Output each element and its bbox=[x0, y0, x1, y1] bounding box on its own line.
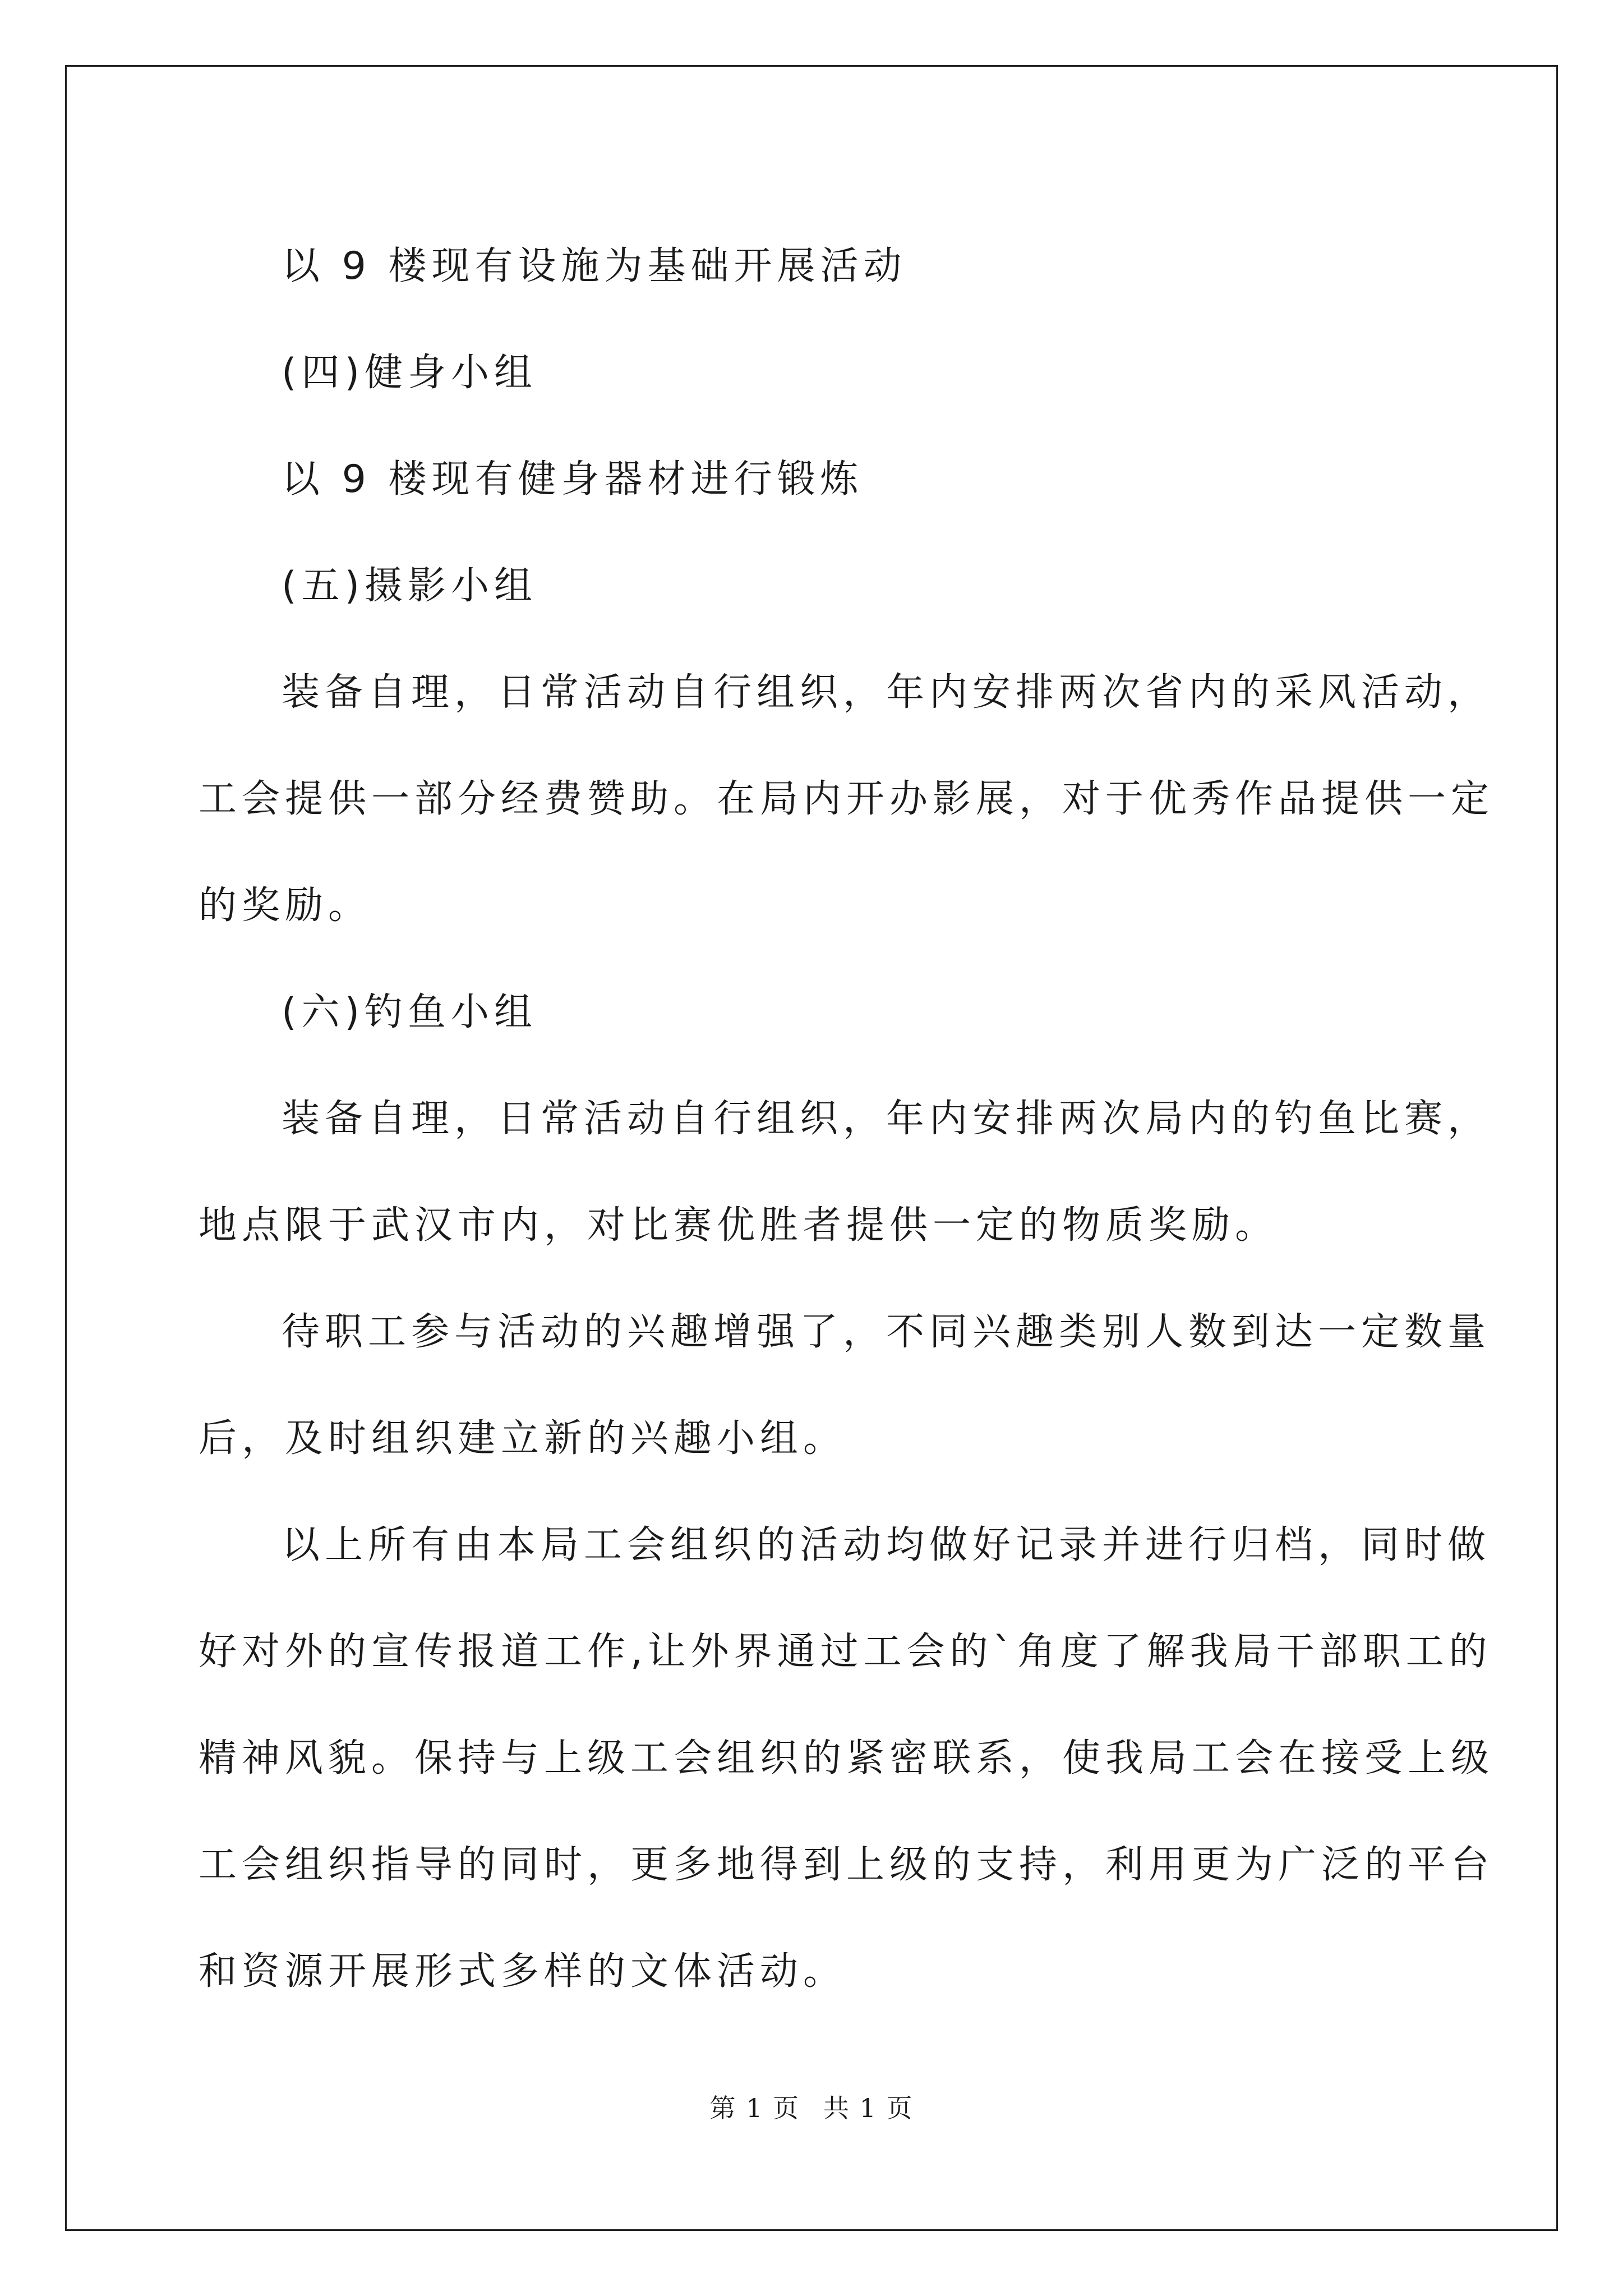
paragraph-line: 地点限于武汉市内，对比赛优胜者提供一定的物质奖励。 bbox=[199, 1203, 1279, 1248]
paragraph-line: 后，及时组织建立新的兴趣小组。 bbox=[199, 1416, 847, 1461]
paragraph-line: 待职工参与活动的兴趣增强了，不同兴趣类别人数到达一定数量 bbox=[282, 1310, 1491, 1354]
paragraph-line: 以 9 楼现有健身器材进行锻炼 bbox=[282, 457, 864, 501]
page-footer bbox=[0, 2088, 1623, 2125]
document-body bbox=[199, 213, 1495, 2025]
paragraph-line: 装备自理，日常活动自行组织，年内安排两次局内的钓鱼比赛， bbox=[282, 1097, 1491, 1141]
section-heading-fitness: (四)健身小组 bbox=[282, 351, 538, 395]
page-number: 第 1 页 bbox=[709, 2093, 800, 2123]
section-heading-photography: (五)摄影小组 bbox=[282, 564, 538, 608]
paragraph-line: 精神风貌。保持与上级工会组织的紧密联系，使我局工会在接受上级 bbox=[199, 1736, 1495, 1780]
paragraph-line: 工会组织指导的同时，更多地得到上级的支持，利用更为广泛的平台 bbox=[199, 1843, 1495, 1887]
paragraph-line: 和资源开展形式多样的文体活动。 bbox=[199, 1949, 847, 1994]
paragraph-line: 的奖励。 bbox=[199, 884, 372, 928]
section-heading-fishing: (六)钓鱼小组 bbox=[282, 990, 538, 1034]
paragraph-line: 以 9 楼现有设施为基础开展活动 bbox=[282, 244, 907, 288]
paragraph-line: 装备自理，日常活动自行组织，年内安排两次省内的采风活动， bbox=[282, 670, 1491, 715]
paragraph-line: 好对外的宣传报道工作,让外界通过工会的`角度了解我局干部职工的 bbox=[199, 1630, 1492, 1674]
paragraph-line: 工会提供一部分经费赞助。在局内开办影展，对于优秀作品提供一定 bbox=[199, 777, 1495, 821]
total-pages: 共 1 页 bbox=[823, 2093, 914, 2123]
paragraph-line: 以上所有由本局工会组织的活动均做好记录并进行归档，同时做 bbox=[282, 1523, 1491, 1567]
